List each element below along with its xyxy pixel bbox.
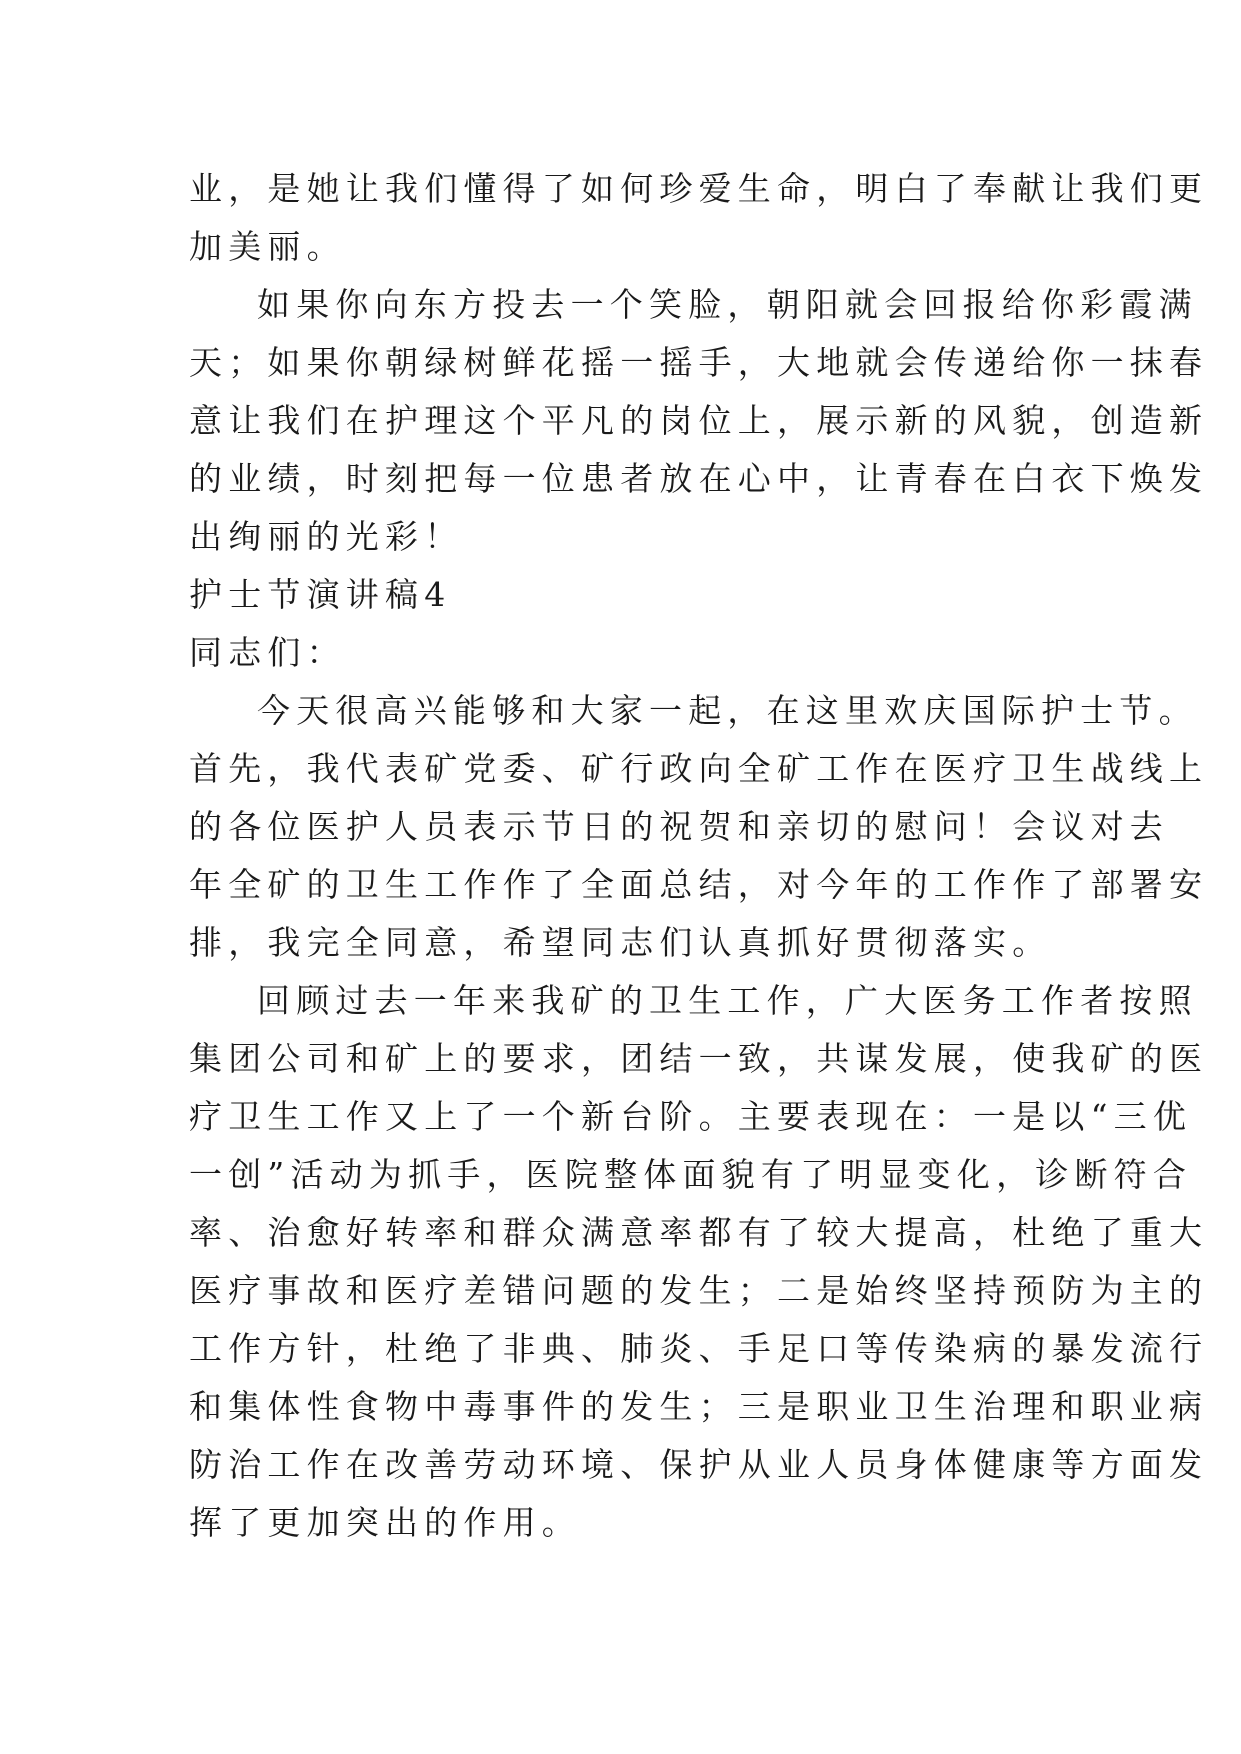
- text-line: 回顾过去一年来我矿的卫生工作，广大医务工作者按照: [257, 981, 1198, 1020]
- text-line: 如果你向东方投去一个笑脸，朝阳就会回报给你彩霞满: [257, 285, 1198, 324]
- text-line: 天；如果你朝绿树鲜花摇一摇手，大地就会传递给你一抹春: [189, 343, 1209, 382]
- text-line: 年全矿的卫生工作作了全面总结，对今年的工作作了部署安: [189, 865, 1209, 904]
- text-line: 排，我完全同意，希望同志们认真抓好贯彻落实。: [189, 923, 1052, 962]
- text-line: 疗卫生工作又上了一个新台阶。主要表现在：一是以“三优: [189, 1097, 1193, 1136]
- text-line: 集团公司和矿上的要求，团结一致，共谋发展，使我矿的医: [189, 1039, 1209, 1078]
- text-line: 率、治愈好转率和群众满意率都有了较大提高，杜绝了重大: [189, 1213, 1209, 1252]
- text-line: 护士节演讲稿4: [189, 575, 452, 614]
- text-line: 同志们：: [189, 633, 346, 672]
- document-body: [189, 160, 1209, 1552]
- text-line: 出绚丽的光彩！: [189, 517, 464, 556]
- text-line: 一创”活动为抓手，医院整体面貌有了明显变化，诊断符合: [189, 1155, 1193, 1194]
- text-line: 意让我们在护理这个平凡的岗位上，展示新的风貌，创造新: [189, 401, 1209, 440]
- text-line: 防治工作在改善劳动环境、保护从业人员身体健康等方面发: [189, 1445, 1209, 1484]
- text-line: 业，是她让我们懂得了如何珍爱生命，明白了奉献让我们更: [189, 169, 1209, 208]
- text-line: 加美丽。: [189, 227, 346, 266]
- text-line: 的业绩，时刻把每一位患者放在心中，让青春在白衣下焕发: [189, 459, 1209, 498]
- text-line: 的各位医护人员表示节日的祝贺和亲切的慰问！会议对去: [189, 807, 1169, 846]
- text-line: 首先，我代表矿党委、矿行政向全矿工作在医疗卫生战线上: [189, 749, 1209, 788]
- text-line: 工作方针，杜绝了非典、肺炎、手足口等传染病的暴发流行: [189, 1329, 1209, 1368]
- text-line: 今天很高兴能够和大家一起，在这里欢庆国际护士节。: [257, 691, 1198, 730]
- text-line: 和集体性食物中毒事件的发生；三是职业卫生治理和职业病: [189, 1387, 1209, 1426]
- text-line: 挥了更加突出的作用。: [189, 1503, 581, 1542]
- text-line: 医疗事故和医疗差错问题的发生；二是始终坚持预防为主的: [189, 1271, 1209, 1310]
